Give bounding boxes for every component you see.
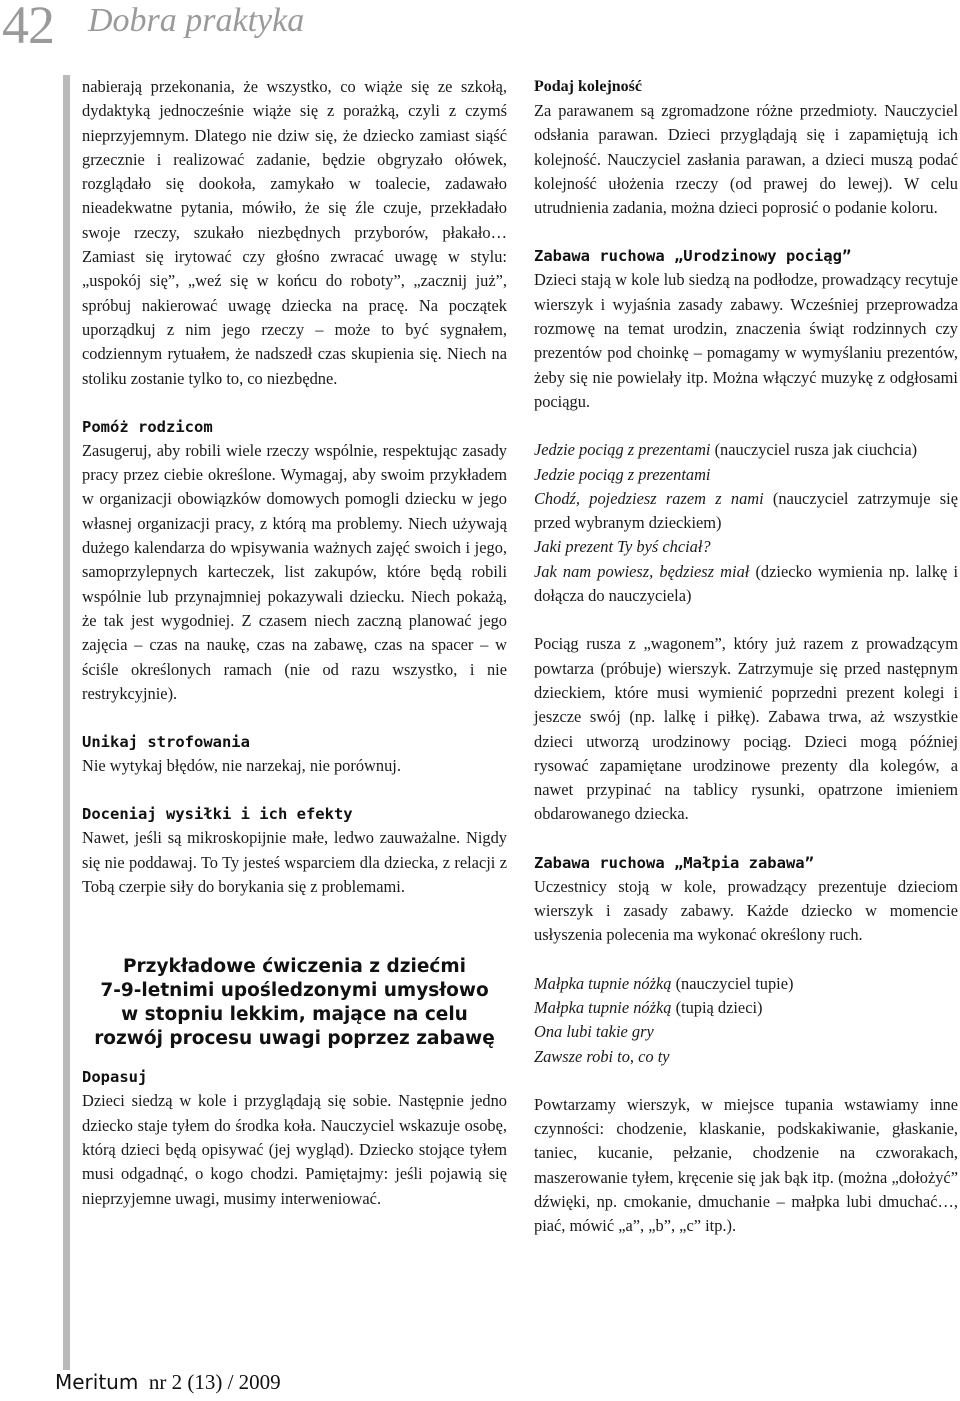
heading-pomoz-rodzicom: Pomóż rodzicom [82, 417, 213, 436]
heading-malpia-zabawa: Zabawa ruchowa „Małpia zabawa” [534, 853, 814, 872]
poem-verse: Jedzie pociąg z prezentami [534, 440, 711, 460]
poem-verse: Małpka tupnie nóżką [534, 997, 672, 1017]
paragraph-urodzinowy-pociag: Dzieci stają w kole lub siedzą na podłodze, prowadzący recytuje wierszyk i wyjaśnia zasady zabawy. Wcześniej przeprowadza rozmowę na temat urodzin, znaczenia świąt rodzinnych czy prezentów pod choinkę – pomagamy w wymyślaniu prezentów, żeby się nie powielały itp. Można włączyć muzykę z odgłosami pociągu. [534, 270, 958, 411]
paragraph-malpia-zabawa: Uczestnicy stoją w kole, prowadzący prezentuje dzieciom wierszyk i zasady zabawy. Każde dziecko w momencie usłyszenia polecenia ma wykonać określony ruch. [534, 876, 958, 945]
issue-number: nr 2 (13) / 2009 [148, 1370, 281, 1394]
poem-note: (nauczyciel rusza jak ciuchcia) [710, 440, 918, 460]
paragraph-powtarzamy: Powtarzamy wierszyk, w miejsce tupania wstawiamy inne czynności: chodzenie, klaskanie, podskakiwanie, głaskanie, taniec, kucanie, pełzanie, chodzenie na czworakach, maszerowanie tyłem, kręcenie się jak bąk itp. (można „dołożyć” dźwięki, np. cmokanie, dmuchanie – małpka lubi dmuchać…, piać, mówić „a”, „b”, „c” itp.). [534, 1094, 958, 1236]
footer [55, 1370, 281, 1395]
poem-verse: Zawsze robi to, co ty [534, 1046, 670, 1066]
paragraph-unikaj-strofowania: Nie wytykaj błędów, nie narzekaj, nie porównuj. [82, 756, 401, 776]
left-column [82, 75, 507, 1211]
poem-verse: Chodź, pojedziesz razem z nami [534, 488, 764, 508]
poem-line [534, 487, 958, 536]
page-number: 42 [2, 0, 54, 55]
poem-malpka [534, 972, 958, 1069]
poem-pociag [534, 438, 958, 608]
exercises-heading-line: Przykładowe ćwiczenia z dziećmi [123, 956, 466, 978]
poem-line [534, 438, 958, 462]
exercises-heading-line: rozwój procesu uwagi poprzez zabawę [94, 1028, 495, 1050]
exercises-heading [82, 955, 507, 1051]
heading-podaj-kolejnosc: Podaj kolejność [534, 78, 642, 95]
heading-doceniaj-wysilki: Doceniaj wysiłki i ich efekty [82, 805, 353, 824]
poem-verse: Jak nam powiesz, będziesz miał [534, 561, 750, 581]
poem-verse: Jedzie pociąg z prezentami [534, 464, 711, 484]
paragraph-dopasuj: Dzieci siedzą w kole i przyglądają się sobie. Następnie jedno dziecko staje tyłem do środka koła. Nauczyciel wskazuje osobę, którą dzieci będą opisywać (jej wygląd). Dziecko stojące tyłem musi odgadnąć, o kogo chodzi. Pamiętajmy: jeśli pojawią się nieprzyjemne uwagi, musimy interweniować. [82, 1091, 507, 1208]
paragraph-pociag-rusza: Pociąg rusza z „wagonem”, który już razem z prowadzącym powtarza (próbuje) wierszyk. Zatrzymuje się przed następnym dzieckiem, które musi wymienić poprzedni prezent kolegi i jeszcze swój (np. lalkę i piłkę). Zabawa trwa, aż wszystkie dzieci utworzą urodzinowy pociąg. Dzieci mogą później rysować zapamiętane urodzinowe prezenty dla kolegów, a nawet przypinać na tablicy rysunki, opatrzone imieniem obdarowanego dziecka. [534, 634, 958, 824]
exercises-heading-line: 7-9-letnimi upośledzonymi umysłowo [100, 980, 489, 1002]
magazine-name: Meritum [55, 1370, 139, 1394]
heading-urodzinowy-pociag: Zabawa ruchowa „Urodzinowy pociąg” [534, 247, 852, 266]
poem-line [534, 1045, 958, 1069]
heading-unikaj-strofowania: Unikaj strofowania [82, 733, 250, 752]
poem-line [534, 996, 958, 1020]
poem-note: (nauczyciel tupie) [671, 973, 794, 993]
poem-note: (nauczyciel zatrzymuje się przed wybranym dzieckiem) [534, 488, 958, 533]
poem-verse: Jaki prezent Ty byś chciał? [534, 537, 711, 557]
poem-line [534, 560, 958, 609]
poem-line [534, 535, 958, 559]
paragraph-pomoz-rodzicom: Zasugeruj, aby robili wiele rzeczy wspólnie, respektując zasady pracy przez ciebie określone. Wymagaj, aby swoim przykładem w organizacji obowiązków domowych pomogli dziecku w jego własnej organizacji pracy, z którą ma problemy. Niech używają dużego kalendarza do wpisywania ważnych zajęć swoich i jego, samoprzylepnych karteczek, list zakupów, które będą robili wspólnie lub przynajmniej pokazywali dziecku. Niech pokażą, że tak jest wygodniej. Z czasem niech zaczną planować jego zajęcia – czas na naukę, czas na zabawę, czas na spacer – w ściśle określonych ramach (nie od razu wszystko, i nie restrykcyjnie). [82, 440, 507, 703]
poem-verse: Ona lubi takie gry [534, 1022, 654, 1042]
paragraph-doceniaj-wysilki: Nawet, jeśli są mikroskopijnie małe, ledwo zauważalne. Nigdy się nie poddawaj. To Ty jesteś wsparciem dla dziecka, z relacji z Tobą czerpie siły do borykania się z problemami. [82, 828, 507, 897]
exercises-heading-line: w stopniu lekkim, mające na celu [121, 1004, 468, 1026]
paragraph-podaj-kolejnosc: Za parawanem są zgromadzone różne przedmioty. Nauczyciel odsłania parawan. Dzieci przyglądają się i zapamiętują ich kolejność. Nauczyciel zasłania parawan, a dzieci muszą podać kolejność ułożenia rzeczy (od prawej do lewej). W celu utrudnienia zadania, można dzieci poprosić o podanie koloru. [534, 101, 958, 218]
poem-verse: Małpka tupnie nóżką [534, 973, 672, 993]
poem-line [534, 463, 958, 487]
poem-note: (tupią dzieci) [671, 997, 763, 1017]
poem-note: (dziecko wymienia np. lalkę i dołącza do nauczyciela) [534, 561, 958, 606]
intro-paragraph: nabierają przekonania, że wszystko, co wiąże się ze szkołą, dydaktyką jednocześnie wiąże się z porażką, czyli z czymś nieprzyjemnym. Dlatego nie dziw się, że dziecko zamiast siąść grzecznie i realizować zadanie, będzie obgryzało ołówek, rozglądało się dookoła, zamykało w toalecie, zadawało nieadekwatne pytania, mówiło, że się źle czuje, przekładało swoje rzeczy, szukało niezbędnych przyborów, płakało… Zamiast się irytować czy głośno zwracać uwagę w stylu: „uspokój się”, „weź się w końcu do roboty”, „zacznij już”, spróbuj nakierować uwagę dziecka na pracę. Na początek uporządkuj z nim jego rzeczy – może to być sygnałem, codziennym rytuałem, że nadszedł czas skupienia się. Niech na stoliku zostanie tylko to, co niezbędne. [82, 77, 507, 388]
section-title: Dobra praktyka [88, 2, 305, 39]
poem-line [534, 972, 958, 996]
right-column [534, 75, 958, 1239]
poem-line [534, 1020, 958, 1044]
heading-dopasuj: Dopasuj [82, 1068, 148, 1087]
margin-bar [63, 75, 70, 1370]
